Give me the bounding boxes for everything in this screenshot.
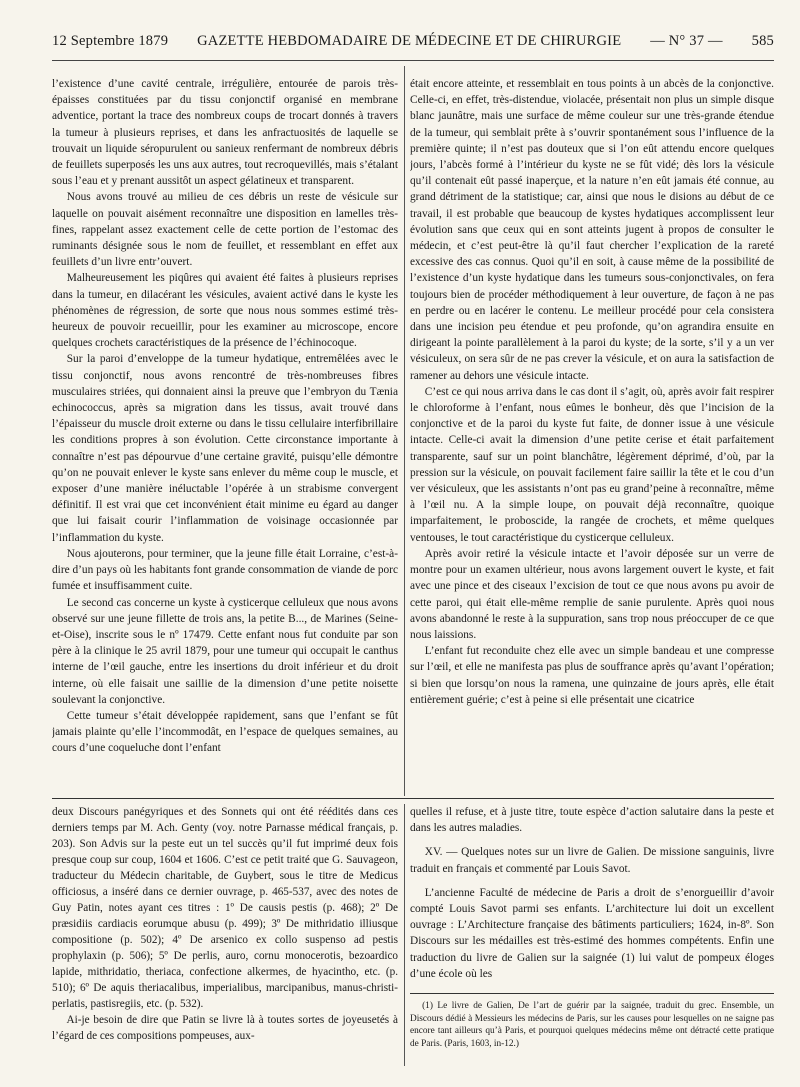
paragraph: l’existence d’une cavité centrale, irrégulière, entourée de parois très-épaisses constituées par du tissu conjonctif organisé en membrane adventice, portant la trace des nombreux coups de trocart donnés à travers la tumeur à plusieurs reprises, et dans les anfractuosités de laquelle se trouvait un liquide séropurulent ou sanieux renfermant de nombreux débris de feuillets superposés les uns aux autres, tout recroquevillés, mais s’étalant sous l’eau et y prenant aussitôt un aspect gélatineux et transparent. [52,78,398,188]
footnote-text: (1) Le livre de Galien, De l’art de guérir par la saignée, traduit du grec. Ensemble, un Discours dédié à Messieurs les médecins de Paris, sur les causes pour lesquelles on ne saigne pas encore tant ailleurs qu’à Paris, et pourquoi quelques médecins même ont détracté cette pratique de Paris. (Paris, 1603, in-12.) [410,1001,774,1049]
header-date: 12 Septembre 1879 [52,32,169,49]
feuilleton-column-right [410,804,774,984]
footnote-divider [410,993,774,994]
paragraph: Sur la paroi d’enveloppe de la tumeur hydatique, entremêlées avec le tissu conjonctif, nous avons rencontré de très-nombreuses fibres musculaires striées, qui donnaient ainsi la preuve que l’embryon du Tænia echinococcus, après sa migration dans les tissus, avait trouvé dans l’épaisseur du muscle droit externe ou dans le tissu cellulaire interfibrillaire les conditions propres à son évolution. Cette circonstance importante à connaître n’est pas dépourvue d’une certaine gravité, puisqu’elle démontre qu’on ne pouvait enlever le kyste sans enlever du même coup le muscle, et exposer d’une manière inéluctable l’opérée à un strabisme convergent définitif. Il est vrai que cet inconvénient était minime eu égard au danger que lui faisait courir l’inflammation de voisinage occasionnée par l’inflammation du kyste. [52,353,398,544]
footnote [410,1000,774,1050]
article-column-left [52,76,398,796]
paragraph: était encore atteinte, et ressemblait en tous points à un abcès de la conjonctive. Celle-ci, en effet, très-distendue, violacée, présentait non plus un simple disque blanc jaunâtre, mais une surface de même couleur sur une très-grande étendue de la tumeur, qui semblait prête à s’ouvrir spontanément sous l’influence de la première quinte; il n’est pas douteux que si l’on eût attendu encore quelques jours, l’abcès formé à l’intérieur du kyste ne se fût vidé; dès lors la vésicule qu’il contenait eût passé inaperçue, et la nature n’en eût jamais été connue, au grand détriment de la statistique; car, ainsi que nous le disions au début de ce travail, il est probable que beaucoup de kystes hydatiques accomplissent leur évolution sans que ceux qui en sont atteints jugent à propos de consulter le médecin, et c’est peut-être là qu’il faut chercher l’explication de la rareté excessive des cas connus. Quoi qu’il en soit, à cause même de la possibilité de l’existence d’un kyste hydatique dans les tumeurs sous-conjonctivales, on fera toujours bien de procéder méthodiquement à leur ouverture, de façon à ne pas en perdre ou en lacérer le contenu. Le meilleur procédé pour cela consistera dans une incision peu étendue et peu profonde, qu’on agrandira ensuite en dirigeant la pointe parallèlement à la paroi du kyste; de la sorte, s’il y a un ver vésiculeux, on sera sûr de ne pas crever la vésicule, et on aura la satisfaction de ramener au dehors une vésicule intacte. [410,78,774,382]
header-issue: — N° 37 — [650,32,723,49]
header-title: GAZETTE HEBDOMADAIRE DE MÉDECINE ET DE CHIRURGIE [197,32,622,49]
column-divider [404,66,405,796]
article-column-right [410,76,774,796]
paragraph: Ai-je besoin de dire que Patin se livre là à toutes sortes de joyeusetés à l’égard de ces compositions pompeuses, aux- [52,1014,398,1042]
header-divider [52,60,774,61]
paragraph: Nous avons trouvé au milieu de ces débris un reste de vésicule sur laquelle on pouvait aisément reconnaître une disposition en lamelles très-fines, rappelant assez exactement celle de cette portion de l’estomac des ruminants désignée sous le nom de feuillet, et ressemblant en effet aux feuillets d’un livre entr’ouvert. [52,191,398,269]
paragraph: Cette tumeur s’était développée rapidement, sans que l’enfant se fût jamais plainte qu’elle l’incommodât, en l’espace de quelques semaines, au cours d’une coqueluche dont l’enfant [52,709,398,755]
page-header [52,26,774,56]
paragraph: Le second cas concerne un kyste à cysticerque celluleux que nous avons observé sur une jeune fillette de trois ans, la petite B..., de Marines (Seine-et-Oise), inscrite sous le nº 17479. Cette enfant nous fut conduite par son père à la clinique le 25 avril 1879, pour une tumeur qui occupait le canthus interne de l’œil gauche, entre les insertions du droit inférieur et du droit interne, où elle faisait une saillie de la dimension d’une petite noisette soulevant la conjonctive. [52,596,398,706]
header-page-number: 585 [751,32,774,49]
paragraph: Malheureusement les piqûres qui avaient été faites à plusieurs reprises dans la tumeur, en dilacérant les vésicules, avaient activé dans le kyste les phénomènes de régression, de sorte que nous nous sommes estimé très-heureux de pouvoir recueillir, pour les examiner au microscope, encore quelques crochets caractéristiques de la présence de l’échinocoque. [52,272,398,350]
section-heading: XV. — Quelques notes sur un livre de Galien. De missione sanguinis, livre traduit en français et commenté par Louis Savot. [410,846,774,875]
paragraph: quelles il refuse, et à juste titre, toute espèce d’action salutaire dans la peste et dans les autres maladies. [410,806,774,835]
paragraph: deux Discours panégyriques et des Sonnets qui ont été réédités dans ces derniers temps par M. Ach. Genty (voy. notre Parnasse médical français, p. 203). Son Advis sur la peste eut un tel succès qu’il fut imprimé deux fois presque coup sur coup, 1604 et 1606. C’est ce petit traité que G. Sauvageon, traducteur du Médecin charitable, de Guybert, sous le titre de Medicus officiosus, a inséré dans ce dernier ouvrage, p. 465-537, avec des notes de Guy Patin, notes ayant ces titres : 1º De causis pestis (p. 468); 2º De præsidiis cardiacis eorumque abusu (p. 499); 3º De mithridatio illiusque compositione (p. 502); 4º De arsenico ex collo suspenso ad pestis prophylaxin (p. 506); 5º De perlis, auro, cornu monocerotis, bezoardico lapide, mithridatio, theriaca, confectione alkermes, de hyacintho, etc. (p. 510); 6º De aquis theriacalibus, imperialibus, marcipanibus, manus-christi-perlatis, pastisregiis, etc. (p. 532). [52,806,398,1010]
paragraph: L’ancienne Faculté de médecine de Paris a droit de s’enorgueillir d’avoir compté Louis Savot parmi ses enfants. L’architecture lui doit un excellent ouvrage : L’Architecture française des bâtiments particuliers; 1624, in-8º. Son Discours sur les médailles est très-estimé des hommes compétents. Enfin une traduction du livre de Galien sur la saignée (1) lui valut de pompeux éloges d’une école où les [410,886,774,980]
column-divider [404,804,405,1066]
paragraph: C’est ce qui nous arriva dans le cas dont il s’agit, où, après avoir fait respirer le chloroforme à l’enfant, nous eûmes le bonheur, dès que l’incision de la conjonctive et de la paroi du kyste fut faite, de donner issue à une vésicule intacte. Celle-ci avait la dimension d’une petite cerise et était parfaitement transparente, sauf sur un point blanchâtre, légèrement déprimé, d’où, par la pression sur la vésicule, on pouvait facilement faire saillir la tête et le cou d’un ver vésiculeux, que les assistants n’ont pas eu grand’peine à reconnaître, même à l’œil nu. A la simple loupe, on pouvait déjà reconnaître, quoique imparfaitement, le proboscide, la rangée de crochets, et même quelques ventouses, le tout caractéristique du cysticerque celluleux. [410,385,774,544]
section-divider [52,798,774,799]
paragraph: Nous ajouterons, pour terminer, que la jeune fille était Lorraine, c’est-à-dire d’un pays où les habitants font grande consommation de viande de porc fumée et insuffisamment cuite. [52,547,398,593]
paragraph: Après avoir retiré la vésicule intacte et l’avoir déposée sur un verre de montre pour un examen ultérieur, nous avons largement ouvert le kyste, et fait avec une pince et des ciseaux l’excision de tout ce que nous avons pu avoir de cette paroi, qui était elle-même remplie de sanie purulente. Après quoi nous avons abandonné le reste à la suppuration, sans trop nous préoccuper de ce que nous laissions. [410,547,774,641]
paragraph: L’enfant fut reconduite chez elle avec un simple bandeau et une compresse sur l’œil, et elle ne manifesta pas plus de souffrance après qu’avant l’opération; si bien que lorsqu’on nous la ramena, une quinzaine de jours après, elle était entièrement guérie; c’est à peine si elle présentait une cicatrice [410,645,774,706]
feuilleton-column-left [52,804,398,1066]
